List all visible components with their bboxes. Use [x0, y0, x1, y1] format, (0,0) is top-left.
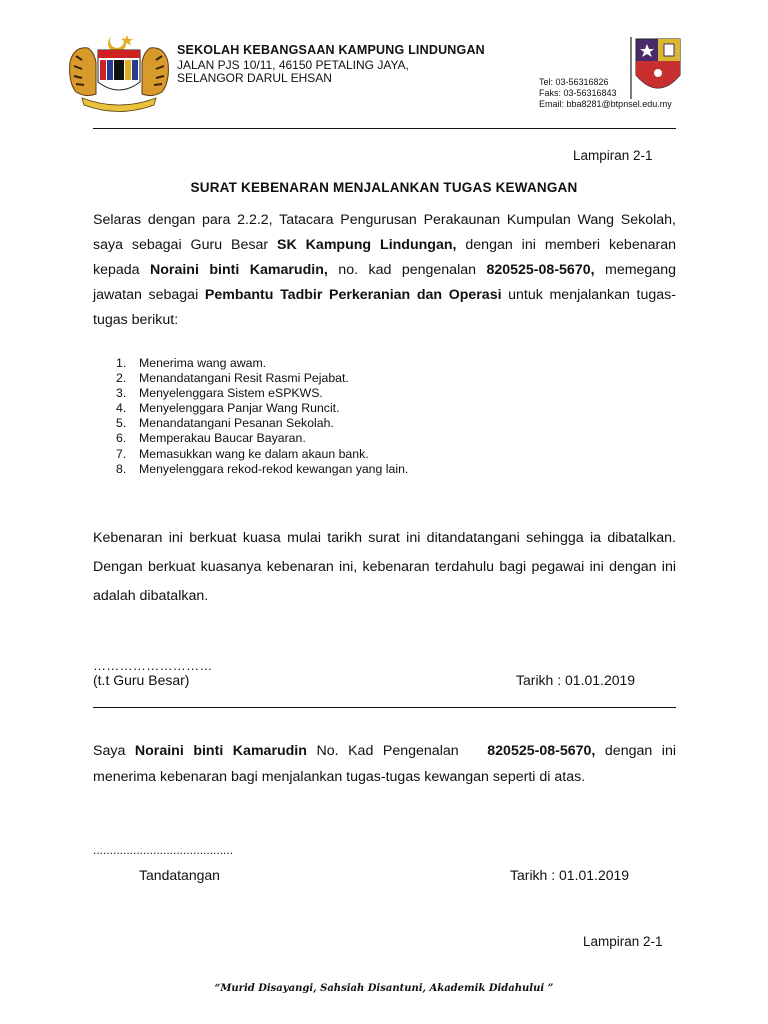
task-list	[116, 356, 408, 477]
staff-date: Tarikh : 01.01.2019	[510, 867, 630, 883]
list-item: 6. Memperakau Baucar Bayaran.	[116, 431, 306, 446]
list-item: 7. Memasukkan wang ke dalam akaun bank.	[116, 446, 369, 461]
intro-paragraph: Selaras dengan para 2.2.2, Tatacara Pengurusan Perakaunan Kumpulan Wang Sekolah, saya sebagai Guru Besar SK Kampung Lindungan, dengan ini memberi kebenaran kepada Noraini binti Kamarudin, no. kad pengenalan 820525-08-5670, memegang jawatan sebagai Pembantu Tadbir Perkeranian dan Operasi untuk menjalankan tugas-tugas berikut:	[93, 212, 676, 328]
list-item: 4. Menyelenggara Panjar Wang Runcit.	[116, 401, 340, 416]
list-item: 1. Menerima wang awam.	[116, 356, 267, 370]
school-motto: “Murid Disayangi, Sahsiah Disantuni, Akademik Didahului ”	[214, 983, 554, 994]
letter-title: SURAT KEBENARAN MENJALANKAN TUGAS KEWANGAN	[190, 180, 578, 195]
contact-tel: Tel: 03-56316826	[539, 77, 609, 87]
principal-date: Tarikh : 01.01.2019	[516, 672, 636, 688]
address-line-2: SELANGOR DARUL EHSAN	[177, 71, 332, 85]
officer-ic: 820525-08-5670,	[486, 262, 595, 278]
principal-signature-line: ………………………	[93, 658, 213, 673]
staff-signature-label: Tandatangan	[139, 867, 220, 883]
lampiran-bottom: Lampiran 2-1	[583, 934, 663, 949]
address-line-1: JALAN PJS 10/11, 46150 PETALING JAYA,	[177, 58, 409, 72]
acceptor-ic: 820525-08-5670,	[487, 743, 596, 759]
staff-signature-line: ..........................................	[93, 843, 234, 857]
header-divider	[93, 128, 676, 129]
acceptance-paragraph: Saya Noraini binti Kamarudin No. Kad Pengenalan 820525-08-5670, dengan ini menerima kebenaran bagi menjalankan tugas-tugas kewangan seperti di atas.	[93, 743, 676, 785]
list-item: 8. Menyelenggara rekod-rekod kewangan yang lain.	[116, 461, 409, 476]
validity-paragraph: Kebenaran ini berkuat kuasa mulai tarikh surat ini ditandatangani sehingga ia dibatalkan. Dengan berkuat kuasanya kebenaran ini, kebenaran terdahulu bagi pegawai ini dengan ini adalah dibatalkan.	[93, 530, 676, 604]
principal-label: (t.t Guru Besar)	[93, 672, 190, 688]
acceptor-name: Noraini binti Kamarudin	[134, 743, 307, 759]
officer-position: Pembantu Tadbir Perkeranian dan Operasi	[204, 287, 502, 303]
coat-of-arms-icon	[66, 32, 172, 112]
school-name: SEKOLAH KEBANGSAAN KAMPUNG LINDUNGAN	[177, 43, 485, 57]
section-divider	[93, 707, 676, 708]
lampiran-top: Lampiran 2-1	[573, 148, 653, 163]
officer-name: Noraini binti Kamarudin,	[150, 262, 328, 278]
school-short-name: SK Kampung Lindungan,	[277, 237, 457, 253]
list-item: 5. Menandatangani Pesanan Sekolah.	[116, 416, 334, 431]
contact-fax: Faks: 03-56316843	[539, 88, 617, 98]
list-item: 3. Menyelenggara Sistem eSPKWS.	[116, 386, 323, 401]
school-logo-icon	[628, 35, 682, 101]
contact-email[interactable]: Email: bba8281@btpnsel.edu.my	[539, 99, 672, 109]
list-item: 2. Menandatangani Resit Rasmi Pejabat.	[116, 371, 349, 386]
